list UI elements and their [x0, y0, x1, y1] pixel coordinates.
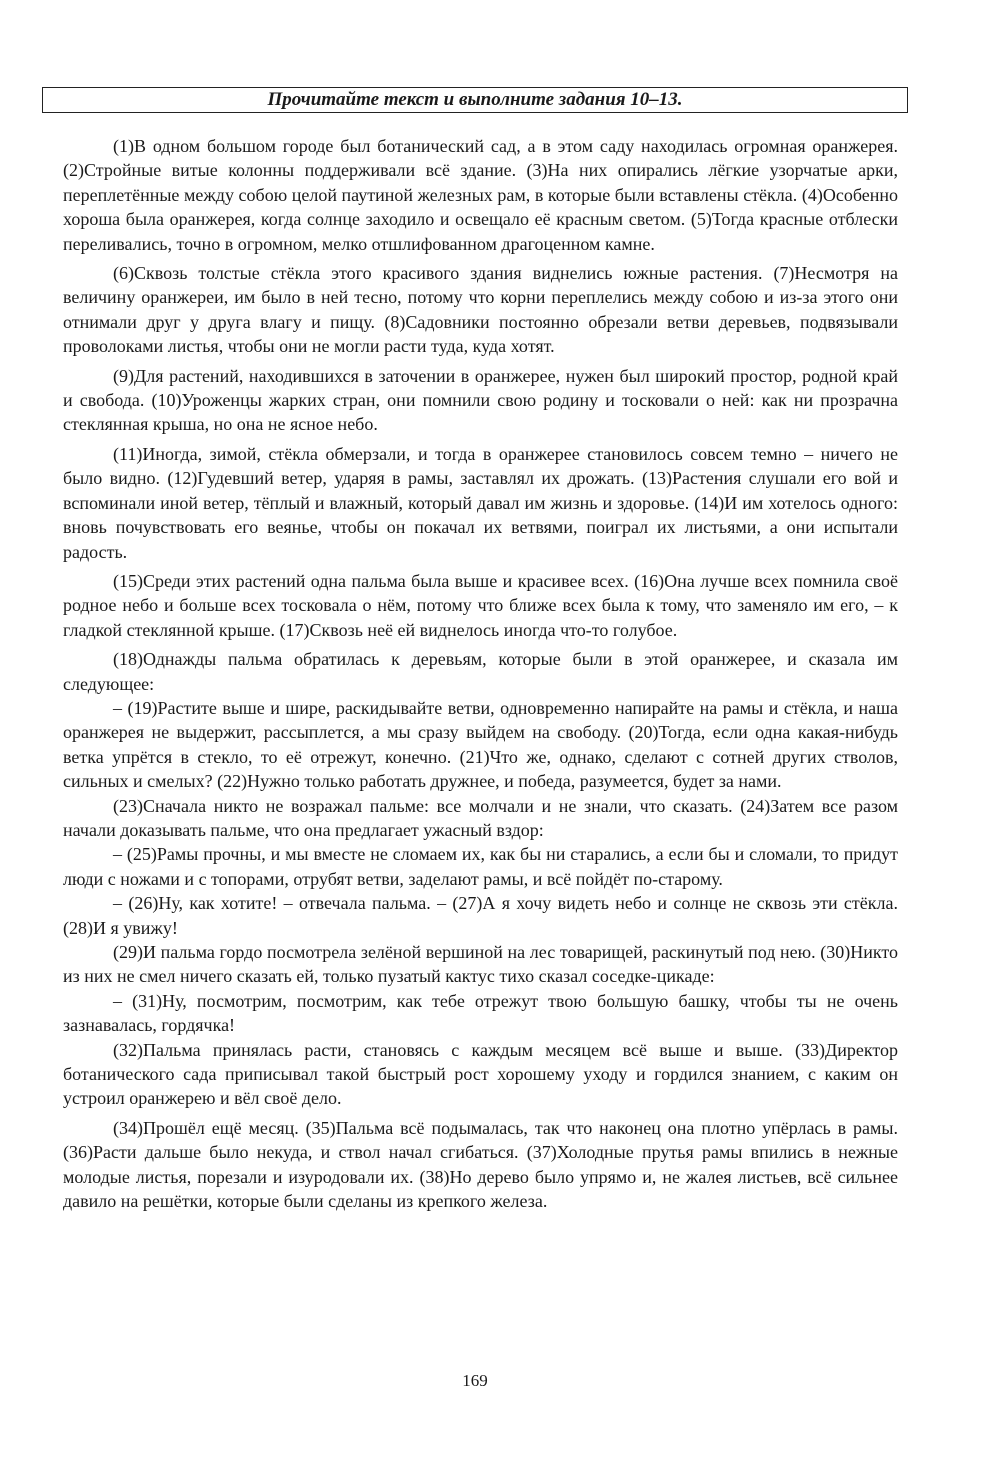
task-header-title: Прочитайте текст и выполните задания 10–13. [267, 89, 683, 110]
paragraph: (11)Иногда, зимой, стёкла обмерзали, и тогда в оранжерее становилось совсем темно – ничего не было видно. (12)Гудевший ветер, ударяя в рамы, заставлял их дрожать. (13)Растения слушали его вой и вспоминали иной ветер, тёплый и влажный, который давал им жизнь и здоровье. (14)И им хотелось одного: вновь почувствовать его веянье, чтобы он покачал их ветвями, поиграл их листьями, а они испытали радость. [63, 443, 898, 562]
paragraph: (34)Прошёл ещё месяц. (35)Пальма всё подымалась, так что наконец она плотно упёрлась в рамы. (36)Расти дальше было некуда, и ствол начал сгибаться. (37)Холодные прутья рамы впились в нежные молодые листья, порезали и изуродовали их. (38)Но дерево было упрямо и, не жалея листьев, всё сильнее давило на решётки, которые были сделаны из крепкого железа. [63, 1117, 898, 1212]
paragraph: (6)Сквозь толстые стёкла этого красивого здания виднелись южные растения. (7)Несмотря на величину оранжереи, им было в ней тесно, потому что корни переплелись между собою и из-за этого они отнимали друг у друга влагу и пищу. (8)Садовники постоянно обрезали ветви деревьев, подвязывали проволоками листья, чтобы они не могли расти туда, куда хотят. [63, 263, 898, 357]
paragraph: (32)Пальма принялась расти, становясь с каждым месяцем всё выше и выше. (33)Директор ботанического сада приписывал такой быстрый рост хорошему уходу и гордился знанием, с каким он устроил оранжерею и вёл своё дело. [63, 1039, 898, 1109]
paragraph: (23)Сначала никто не возражал пальме: все молчали и не знали, что сказать. (24)Затем все разом начали доказывать пальме, что она предлагает ужасный вздор: [63, 795, 898, 840]
page-number: 169 [462, 1371, 488, 1390]
paragraph: – (25)Рамы прочны, и мы вместе не сломаем их, как бы ни старались, а если бы и сломали, то придут люди с ножами и с топорами, отрубят ветви, заделают рамы, и всё пойдёт по-старому. [63, 844, 898, 889]
paragraph: (1)В одном большом городе был ботанический сад, а в этом саду находилась огромная оранжерея. (2)Стройные витые колонны поддерживали всё здание. (3)На них опирались лёгкие узорчатые арки, переплетённые между собою целой паутиной железных рам, в которые были вставлены стёкла. (4)Особенно хороша была оранжерея, когда солнце заходило и освещало её красным светом. (5)Тогда красные отблески переливались, точно в огромном, мелко отшлифованном драгоценном камне. [63, 136, 898, 254]
paragraph: – (26)Ну, как хотите! – отвечала пальма. – (27)А я хочу видеть небо и солнце не сквозь эти стёкла. (28)И я увижу! [63, 893, 898, 938]
story-text [63, 134, 898, 1218]
paragraph: – (19)Растите выше и шире, раскидывайте ветви, одновременно напирайте на рамы и стёкла, и наша оранжерея не выдержит, рассыплется, а мы сразу выйдем на свободу. (20)Тогда, если одна какая-нибудь ветка упрётся в стекло, то её отрежут, конечно. (21)Что же, однако, сделают с сотней других стволов, сильных и смелых? (22)Нужно только работать дружнее, и победа, разумеется, будет за нами. [63, 697, 898, 792]
paragraph: (18)Однажды пальма обратилась к деревьям, которые были в этой оранжерее, и сказала им следующее: [63, 649, 898, 694]
paragraph: – (31)Ну, посмотрим, посмотрим, как тебе отрежут твою большую башку, чтобы ты не очень зазнавалась, гордячка! [63, 990, 898, 1036]
task-header-box [42, 87, 908, 113]
paragraph: (29)И пальма гордо посмотрела зелёной вершиной на лес товарищей, раскинутый под нею. (30)Никто из них не смел ничего сказать ей, только пузатый кактус тихо сказал соседке-цикаде: [63, 942, 898, 987]
paragraph: (15)Среди этих растений одна пальма была выше и красивее всех. (16)Она лучше всех помнила своё родное небо и больше всех тосковала о нём, потому что ближе всех была к тому, что заменяло им его, – к гладкой стеклянной крыше. (17)Сквозь неё ей виднелось иногда что-то голубое. [63, 570, 898, 640]
paragraph: (9)Для растений, находившихся в заточении в оранжерее, нужен был широкий простор, родной край и свобода. (10)Уроженцы жарких стран, они помнили свою родину и тосковали о ней: как ни прозрачна стеклянная крыша, но она не ясное небо. [63, 365, 898, 435]
